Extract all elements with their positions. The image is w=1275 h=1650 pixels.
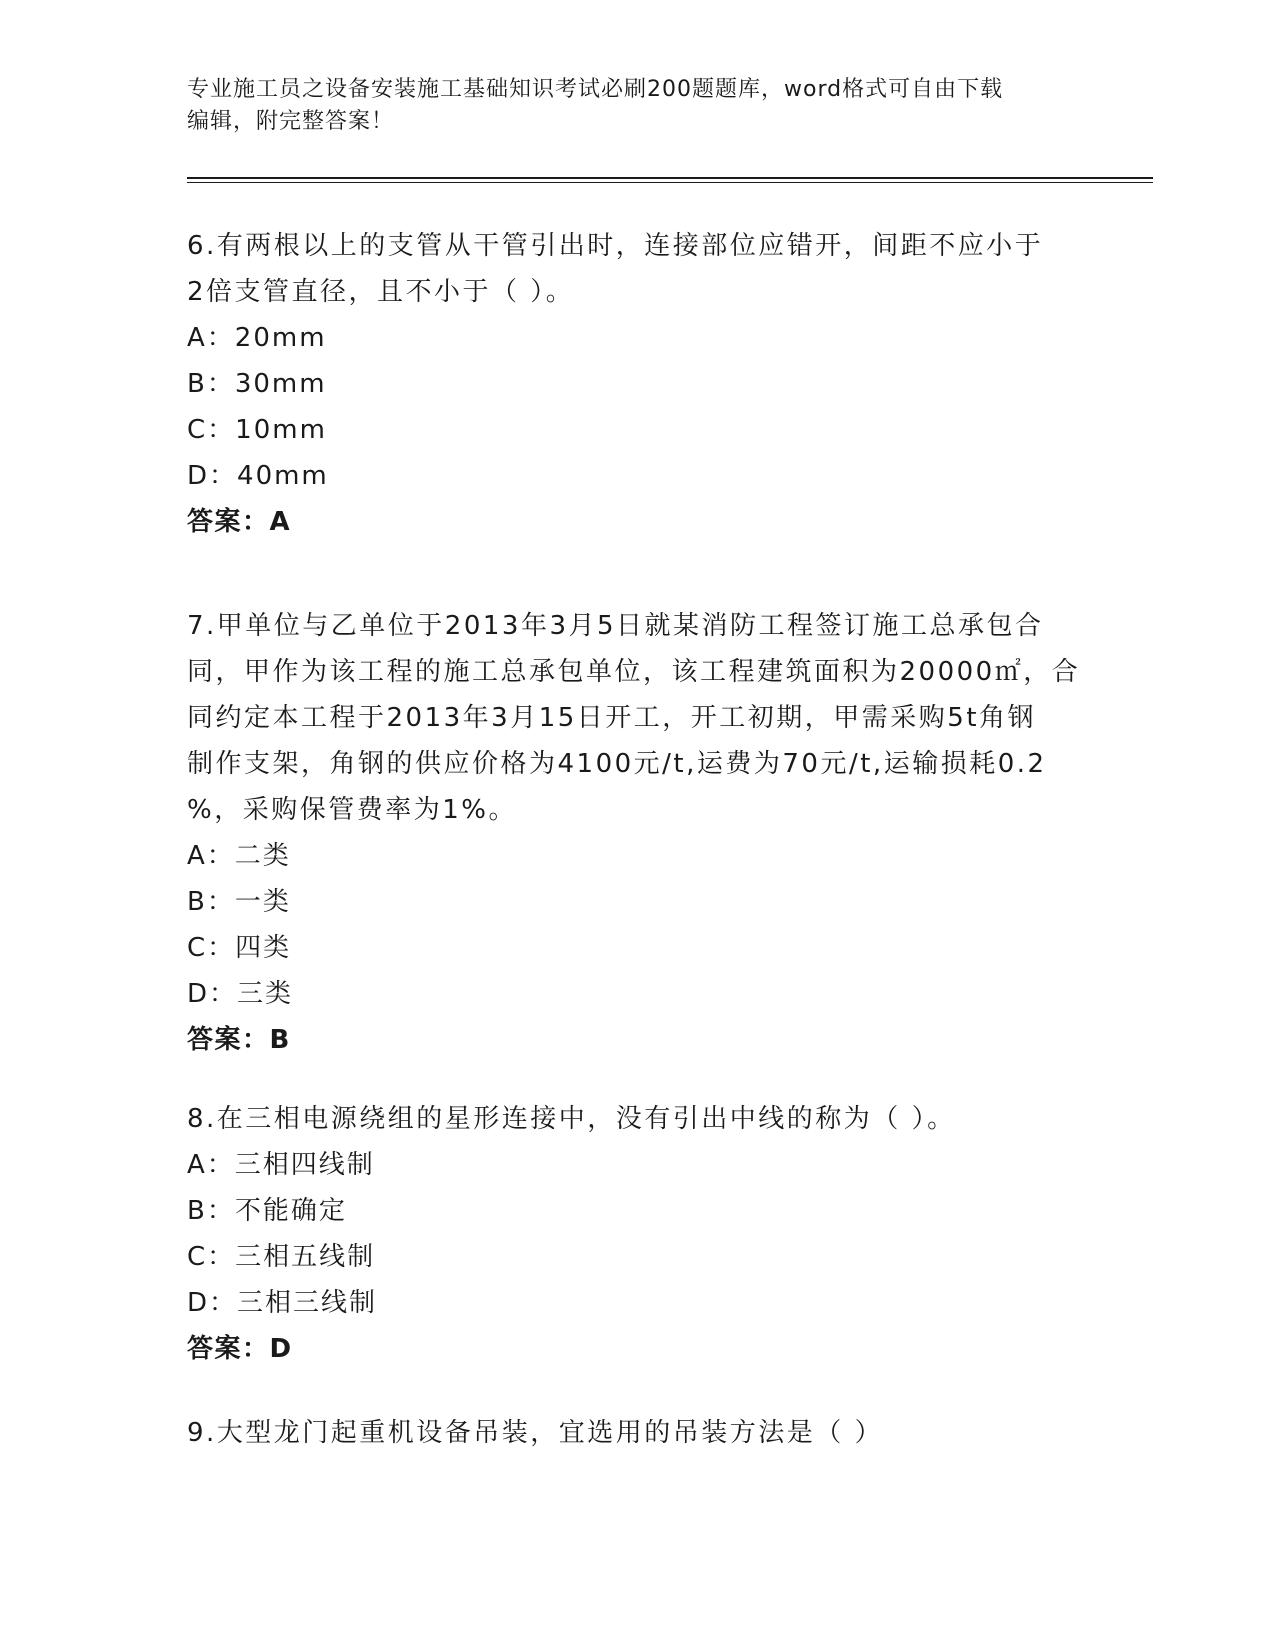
header-divider-thick: [187, 177, 1153, 179]
question-stem-line: 8.在三相电源绕组的星形连接中，没有引出中线的称为（ ）。: [187, 1104, 956, 1134]
option-c: C：三相五线制: [187, 1242, 376, 1272]
question-8: [187, 1096, 1087, 1372]
question-stem: [187, 1410, 1087, 1456]
option-d: D：三类: [187, 979, 294, 1009]
option-a: A：二类: [187, 841, 291, 871]
question-stem-line: %，采购保管费率为1%。: [187, 795, 517, 825]
question-stem: [187, 603, 1087, 833]
header-title-line1: 专业施工员之设备安装施工基础知识考试必刷200题题库，word格式可自由下载: [187, 77, 1004, 102]
option-d: D：40mm: [187, 461, 329, 491]
question-stem: [187, 1096, 1087, 1142]
option-b: B：一类: [187, 887, 291, 917]
question-stem-line: 制作支架，角钢的供应价格为4100元/t,运费为70元/t,运输损耗0.2: [187, 749, 1047, 779]
option-c: C：10mm: [187, 415, 327, 445]
option-b: B：30mm: [187, 369, 327, 399]
option-a: A：三相四线制: [187, 1150, 375, 1180]
answer: 答案：A: [187, 507, 292, 537]
page-header: [187, 74, 1087, 138]
answer: 答案：D: [187, 1334, 293, 1364]
answer: 答案：B: [187, 1025, 291, 1055]
header-title-line2: 编辑，附完整答案！: [187, 109, 395, 134]
option-a: A：20mm: [187, 323, 327, 353]
question-stem-line: 2倍支管直径，且不小于（ ）。: [187, 277, 575, 307]
question-stem-line: 9.大型龙门起重机设备吊装，宜选用的吊装方法是（ ）: [187, 1418, 884, 1448]
option-c: C：四类: [187, 933, 292, 963]
question-9: [187, 1410, 1087, 1456]
question-6: [187, 223, 1087, 545]
question-stem-line: 6.有两根以上的支管从干管引出时，连接部位应错开，间距不应小于: [187, 231, 1044, 261]
question-7: [187, 603, 1087, 1063]
header-divider-thin: [187, 182, 1153, 183]
question-stem-line: 同，甲作为该工程的施工总承包单位，该工程建筑面积为20000㎡，合: [187, 657, 1081, 687]
question-stem-line: 7.甲单位与乙单位于2013年3月5日就某消防工程签订施工总承包合: [187, 611, 1044, 641]
option-b: B：不能确定: [187, 1196, 347, 1226]
option-d: D：三相三线制: [187, 1288, 378, 1318]
question-stem: [187, 223, 1087, 315]
question-stem-line: 同约定本工程于2013年3月15日开工，开工初期，甲需采购5t角钢: [187, 703, 1037, 733]
